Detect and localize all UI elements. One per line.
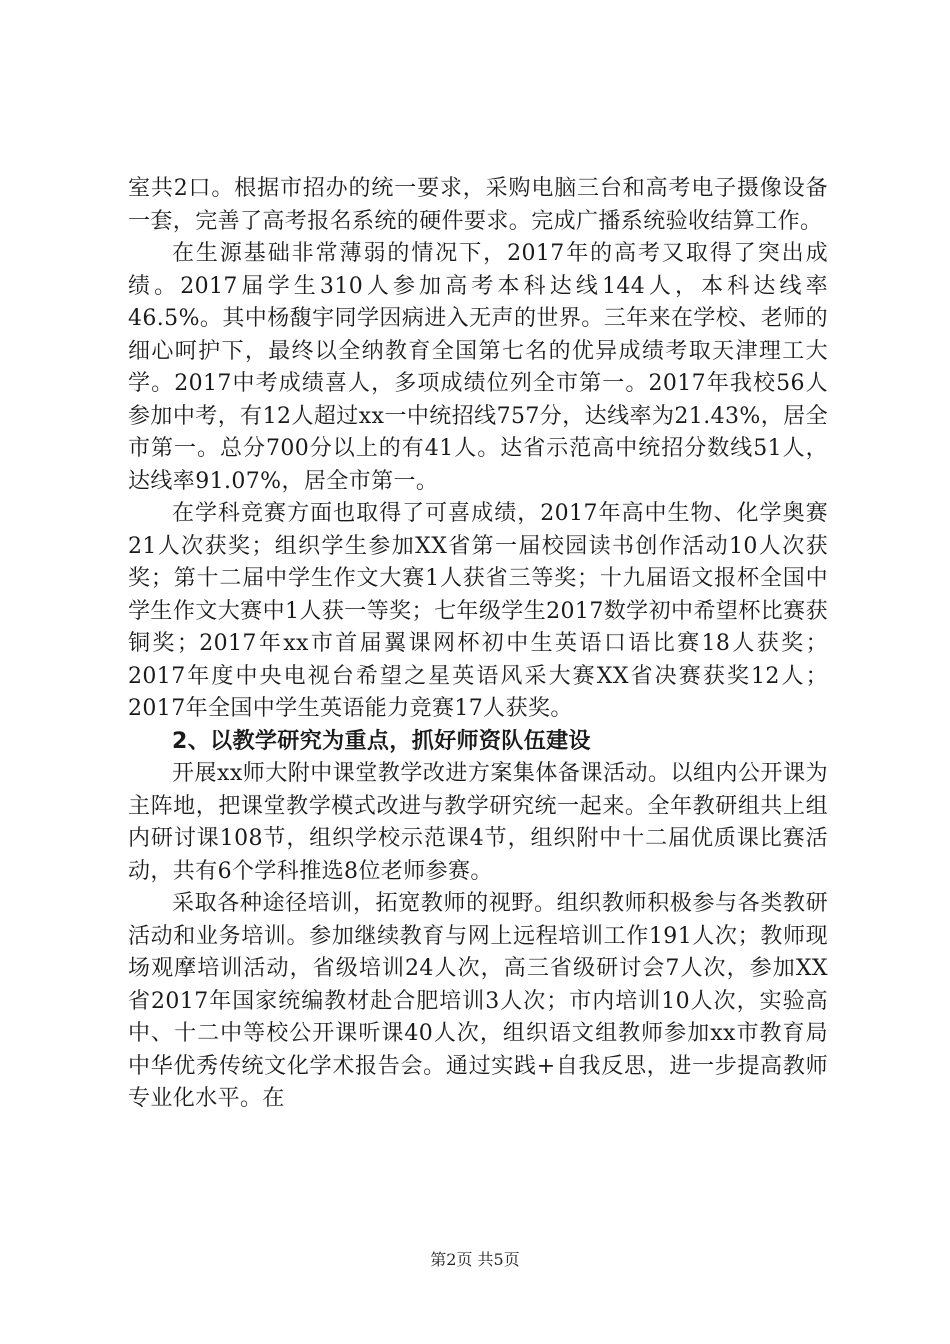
paragraph-competitions: 在学科竞赛方面也取得了可喜成绩，2017年高中生物、化学奥赛21人次获奖；组织学生参加XX省第一届校园读书创作活动10人次获奖；第十二届中学生作文大赛1人获省三等奖；十九届语文报杯全国中学生作文大赛中1人获一等奖；七年级学生2017数学初中希望杯比赛获铜奖；2017年xx市首届翼课网杯初中生英语口语比赛18人获奖；2017年度中央电视台希望之星英语风采大赛XX省决赛获奖12人；2017年全国中学生英语能力竞赛17人获奖。 bbox=[128, 501, 828, 721]
document-body bbox=[128, 173, 828, 1116]
paragraph-facilities: 室共2口。根据市招办的统一要求，采购电脑三台和高考电子摄像设备一套，完善了高考报名系统的硬件要求。完成广播系统验收结算工作。 bbox=[128, 176, 828, 234]
section-heading: 2、以教学研究为重点，抓好师资队伍建设 bbox=[172, 728, 591, 754]
paragraph-lesson-prep: 开展xx师大附中课堂教学改进方案集体备课活动。以组内公开课为主阵地，把课堂教学模式改进与教学研究统一起来。全年教研组共上组内研讨课108节，组织学校示范课4节，组织附中十二届优质课比赛活动，共有6个学科推选8位老师参赛。 bbox=[128, 761, 828, 884]
paragraph-teacher-training: 采取各种途径培训，拓宽教师的视野。组织教师积极参与各类教研活动和业务培训。参加继续教育与网上远程培训工作191人次；教师现场观摩培训活动，省级培训24人次，高三省级研讨会7人次，参加XX省2017年国家统编教材赴合肥培训3人次；市内培训10人次，实验高中、十二中等校公开课听课40人次，组织语文组教师参加xx市教育局中华优秀传统文化学术报告会。通过实践+自我反思，进一步提高教师专业化水平。在 bbox=[128, 891, 828, 1111]
page-number-footer: 第2页 共5页 bbox=[430, 1250, 520, 1269]
paragraph-exam-results: 在生源基础非常薄弱的情况下，2017年的高考又取得了突出成绩。2017届学生310人参加高考本科达线144人，本科达线率46.5%。其中杨馥宇同学因病进入无声的世界。三年来在学校、老师的细心呵护下，最终以全纳教育全国第七名的优异成绩考取天津理工大学。2017中考成绩喜人，多项成绩位列全市第一。2017年我校56人参加中考，有12人超过xx一中统招线757分，达线率为21.43%，居全市第一。总分700分以上的有41人。达省示范高中统招分数线51人，达线率91.07%，居全市第一。 bbox=[128, 241, 828, 494]
